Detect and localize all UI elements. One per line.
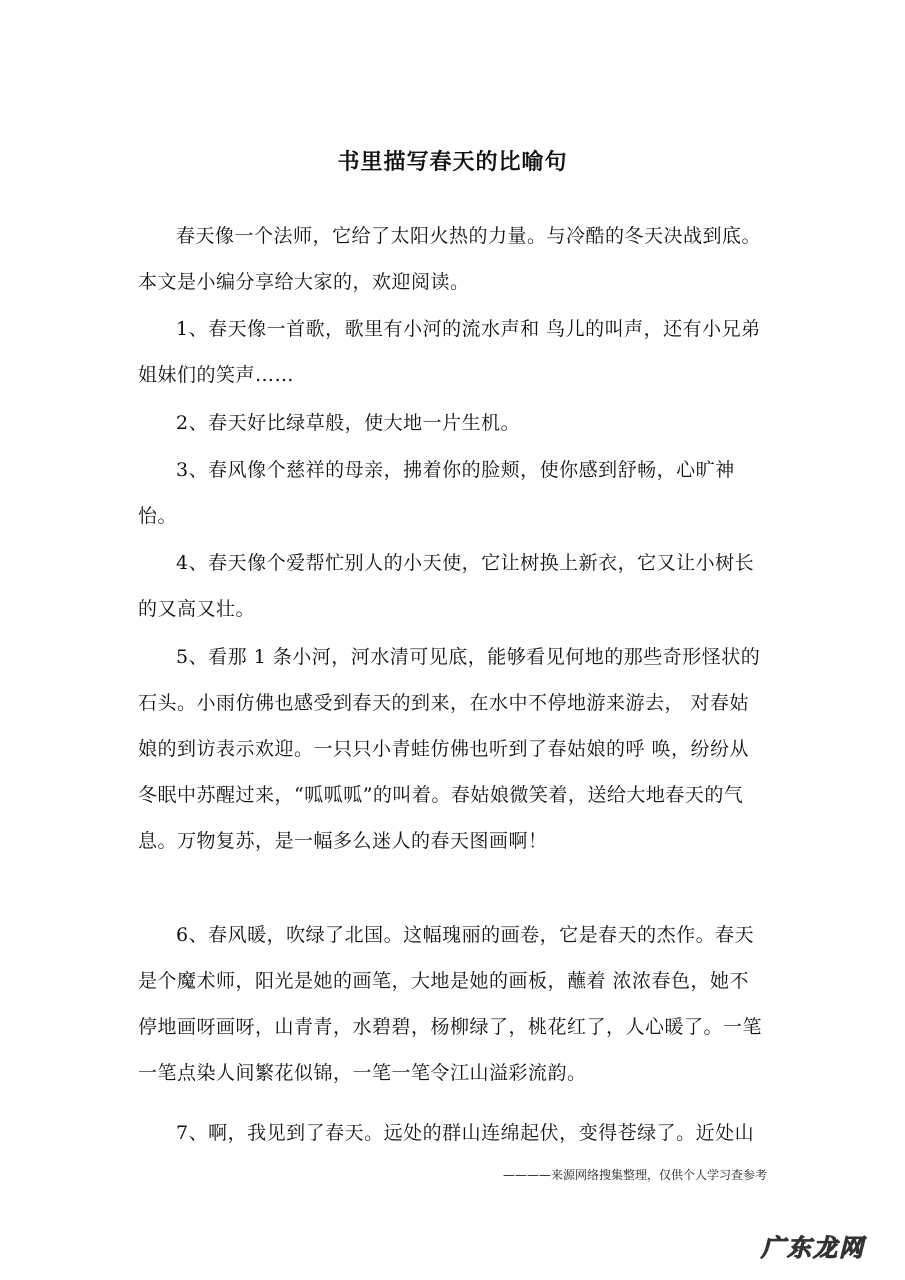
paragraph-5: 5、看那 1 条小河，河水清可见底，能够看见何地的那些奇形怪状的石头。小雨仿佛也感受到春天的到来，在水中不停地游来游去， 对春姑娘的到访表示欢迎。一只只小青蛙仿佛也听到了春姑娘的呼 唤，纷纷从冬眠中苏醒过来，“呱呱呱”的叫着。春姑娘微笑着，送给大地春天的气息。万物复苏，是一幅多么迷人的春天图画啊！	[138, 646, 761, 852]
source-footer-note: ————来源网络搜集整理，仅供个人学习查参考	[502, 1168, 767, 1182]
paragraph-7: 7、啊，我见到了春天。远处的群山连绵起伏，变得苍绿了。近处山	[176, 1122, 755, 1144]
paragraph-4: 4、春天像个爱帮忙别人的小天使，它让树换上新衣，它又让小树长的又高又壮。	[138, 552, 755, 620]
paragraph-3: 3、春风像个慈祥的母亲，拂着你的脸颊，使你感到舒畅，心旷神怡。	[138, 459, 735, 527]
paragraph-2: 2、春天好比绿草般，使大地一片生机。	[176, 412, 521, 434]
paragraph-1: 1、春天像一首歌，歌里有小河的流水声和 鸟儿的叫声，还有小兄弟姐妹们的笑声……	[138, 318, 761, 386]
site-watermark-logo: 广东龙网	[761, 1234, 865, 1262]
paragraph-6: 6、春风暖，吹绿了北国。这幅瑰丽的画卷，它是春天的杰作。春天是个魔术师，阳光是她的画笔，大地是她的画板，蘸着 浓浓春色，她不停地画呀画呀，山青青，水碧碧，杨柳绿了，桃花红了，人心暖了。一笔一笔点染人间繁花似锦，一笔一笔令江山溢彩流韵。	[138, 924, 763, 1084]
intro-paragraph: 春天像一个法师，它给了太阳火热的力量。与冷酷的冬天决战到底。本文是小编分享给大家的，欢迎阅读。	[138, 225, 762, 293]
document-title: 书里描写春天的比喻句	[337, 149, 568, 175]
